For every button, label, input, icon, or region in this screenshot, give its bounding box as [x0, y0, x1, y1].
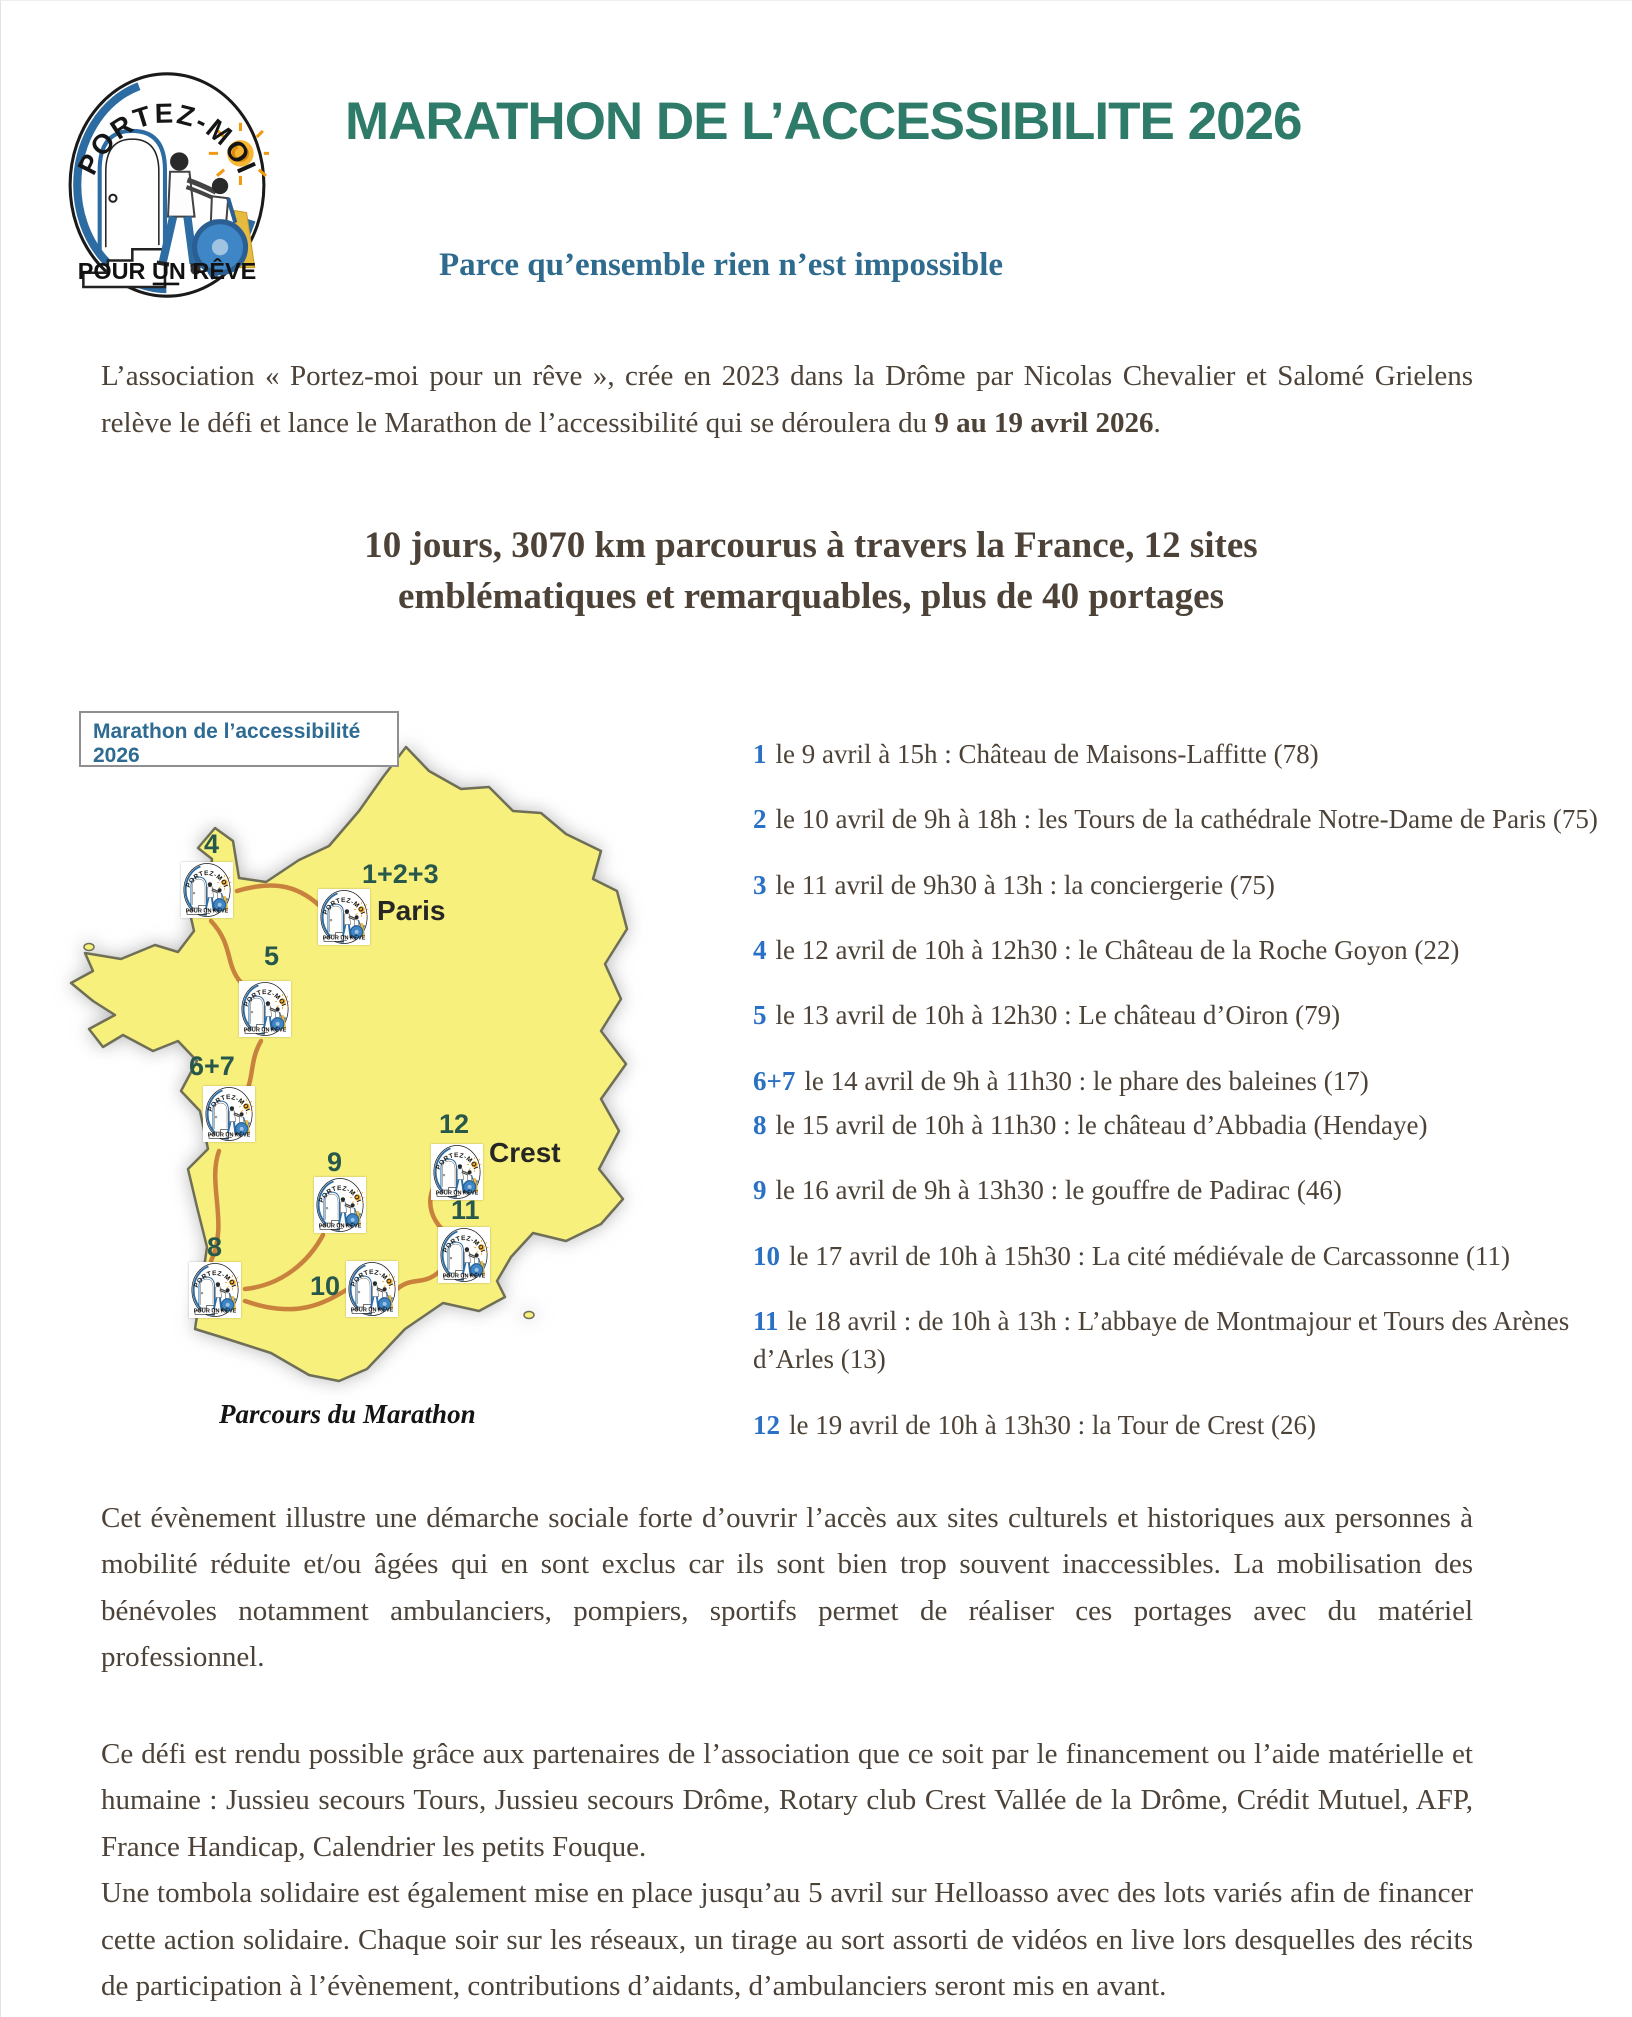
event-item-11 [753, 1302, 1632, 1379]
page-subtitle: Parce qu’ensemble rien n’est impossible [439, 247, 1004, 283]
map-marker-logo [346, 1261, 398, 1317]
map-marker-logo [189, 1262, 241, 1318]
event-number: 4 [753, 934, 767, 965]
event-text: le 18 avril : de 10h à 13h : L’abbaye de Montmajour et Tours des Arènes d’Arles (13) [753, 1305, 1570, 1375]
event-item-1 [753, 735, 1632, 773]
map-marker-logo [239, 981, 291, 1037]
event-item-9 [753, 1171, 1632, 1209]
event-number: 5 [753, 1000, 767, 1031]
headline-line2: emblématiques et remarquables, plus de 40 portages [398, 575, 1224, 617]
event-text: le 13 avril de 10h à 12h30 : Le château d’Oiron (79) [775, 1000, 1341, 1031]
map-label-5: 5 [264, 941, 280, 971]
map-marker-logo [431, 1144, 483, 1200]
event-text: le 17 avril de 10h à 15h30 : La cité médiévale de Carcassonne (11) [789, 1240, 1510, 1271]
paragraph-text: Ce défi est rendu possible grâce aux partenaires de l’association que ce soit par le financement ou l’aide matérielle et humaine : Jussieu secours Tours, Jussieu secours Drôme, Rotary club Crest Vallée de la Drôme, Crédit Mutuel, AFP, France Handicap, Calendrier les petits Fouque. [101, 1738, 1473, 1863]
event-number: 10 [753, 1240, 780, 1271]
event-item-10 [753, 1237, 1632, 1275]
intro-text: L’association « Portez-moi pour un rêve », crée en 2023 dans la Drôme par Nicolas Chevalier et Salomé Grielens relève le défi et lance le Marathon de l’accessibilité qui se déroulera du [101, 360, 1473, 439]
event-text: le 16 avril de 9h à 13h30 : le gouffre de Padirac (46) [775, 1175, 1342, 1206]
event-item-12 [753, 1406, 1632, 1444]
headline [161, 521, 1461, 622]
association-logo [65, 65, 269, 305]
event-text: le 10 avril de 9h à 18h : les Tours de la cathédrale Notre-Dame de Paris (75) [775, 804, 1598, 835]
map-marker-logo [438, 1227, 490, 1283]
map-label-8: 8 [207, 1232, 223, 1262]
event-number: 6+7 [753, 1065, 796, 1096]
intro-paragraph [101, 353, 1473, 447]
intro-dates-bold: 9 au 19 avril 2026 [934, 406, 1154, 439]
event-item-5 [753, 996, 1632, 1034]
paragraph-text: Une tombola solidaire est également mise en place jusqu’au 5 avril sur Helloasso avec des lots variés afin de financer cette action solidaire. Chaque soir sur les réseaux, un tirage au sort assorti de vidéos en live lors desquelles des récits de participation à l’évènement, contributions d’aidants, d’ambulanciers seront mis en avant. [101, 1877, 1473, 2002]
map-marker-logo [314, 1177, 366, 1233]
event-number: 8 [753, 1109, 767, 1140]
headline-line1: 10 jours, 3070 km parcourus à travers la France, 12 sites [364, 525, 1258, 566]
map-city-paris: Paris [377, 895, 446, 926]
intro-period: . [1153, 406, 1161, 439]
event-number: 3 [753, 869, 767, 900]
event-number: 9 [753, 1175, 767, 1206]
event-number: 12 [753, 1409, 780, 1440]
map-title-box: Marathon de l’accessibilité 2026 [79, 711, 399, 767]
map-label-4: 4 [204, 829, 220, 859]
event-text: le 15 avril de 10h à 11h30 : le château d’Abbadia (Hendaye) [775, 1109, 1428, 1140]
event-text: le 19 avril de 10h à 13h30 : la Tour de Crest (26) [789, 1409, 1316, 1440]
map-city-crest: Crest [489, 1137, 561, 1168]
event-text: le 12 avril de 10h à 12h30 : le Château de la Roche Goyon (22) [775, 934, 1460, 965]
event-item-3 [753, 866, 1632, 904]
paragraph-social [101, 1495, 1473, 1681]
paragraph-partners [101, 1731, 1473, 2009]
map-label-12: 12 [439, 1109, 470, 1139]
map-label-1-2-3: 1+2+3 [362, 859, 439, 889]
map-marker-logo [318, 889, 370, 945]
paragraph-text: Cet évènement illustre une démarche sociale forte d’ouvrir l’accès aux sites culturels et historiques aux personnes à mobilité réduite et/ou âgées qui en sont exclus car ils sont bien trop souvent inaccessibles. La mobilisation des bénévoles notamment ambulanciers, pompiers, sportifs permet de réaliser ces portages avec du matériel professionnel. [101, 1502, 1473, 1674]
map-label-6-7: 6+7 [189, 1051, 235, 1081]
event-text: le 11 avril de 9h30 à 13h : la conciergerie (75) [775, 869, 1275, 900]
france-map [57, 709, 737, 1449]
event-number: 2 [753, 804, 767, 835]
map-marker-logo [203, 1086, 255, 1142]
map-label-11: 11 [451, 1195, 480, 1225]
map-marker-logo [181, 862, 233, 918]
map-label-10: 10 [310, 1271, 341, 1301]
event-item-2 [753, 800, 1632, 838]
events-list [753, 735, 1632, 1471]
event-item-6-7 [753, 1062, 1632, 1100]
portez-moi-logo-icon [65, 65, 269, 305]
page-title: MARATHON DE L’ACCESSIBILITE 2026 [345, 92, 1302, 151]
event-text: le 9 avril à 15h : Château de Maisons-Laffitte (78) [775, 739, 1319, 769]
event-item-8 [753, 1106, 1632, 1144]
event-item-4 [753, 931, 1632, 969]
event-number: 11 [753, 1305, 779, 1336]
event-number: 1 [753, 739, 767, 769]
map-label-9: 9 [327, 1147, 343, 1177]
event-text: le 14 avril de 9h à 11h30 : le phare des baleines (17) [804, 1065, 1369, 1096]
map-caption: Parcours du Marathon [219, 1399, 476, 1429]
